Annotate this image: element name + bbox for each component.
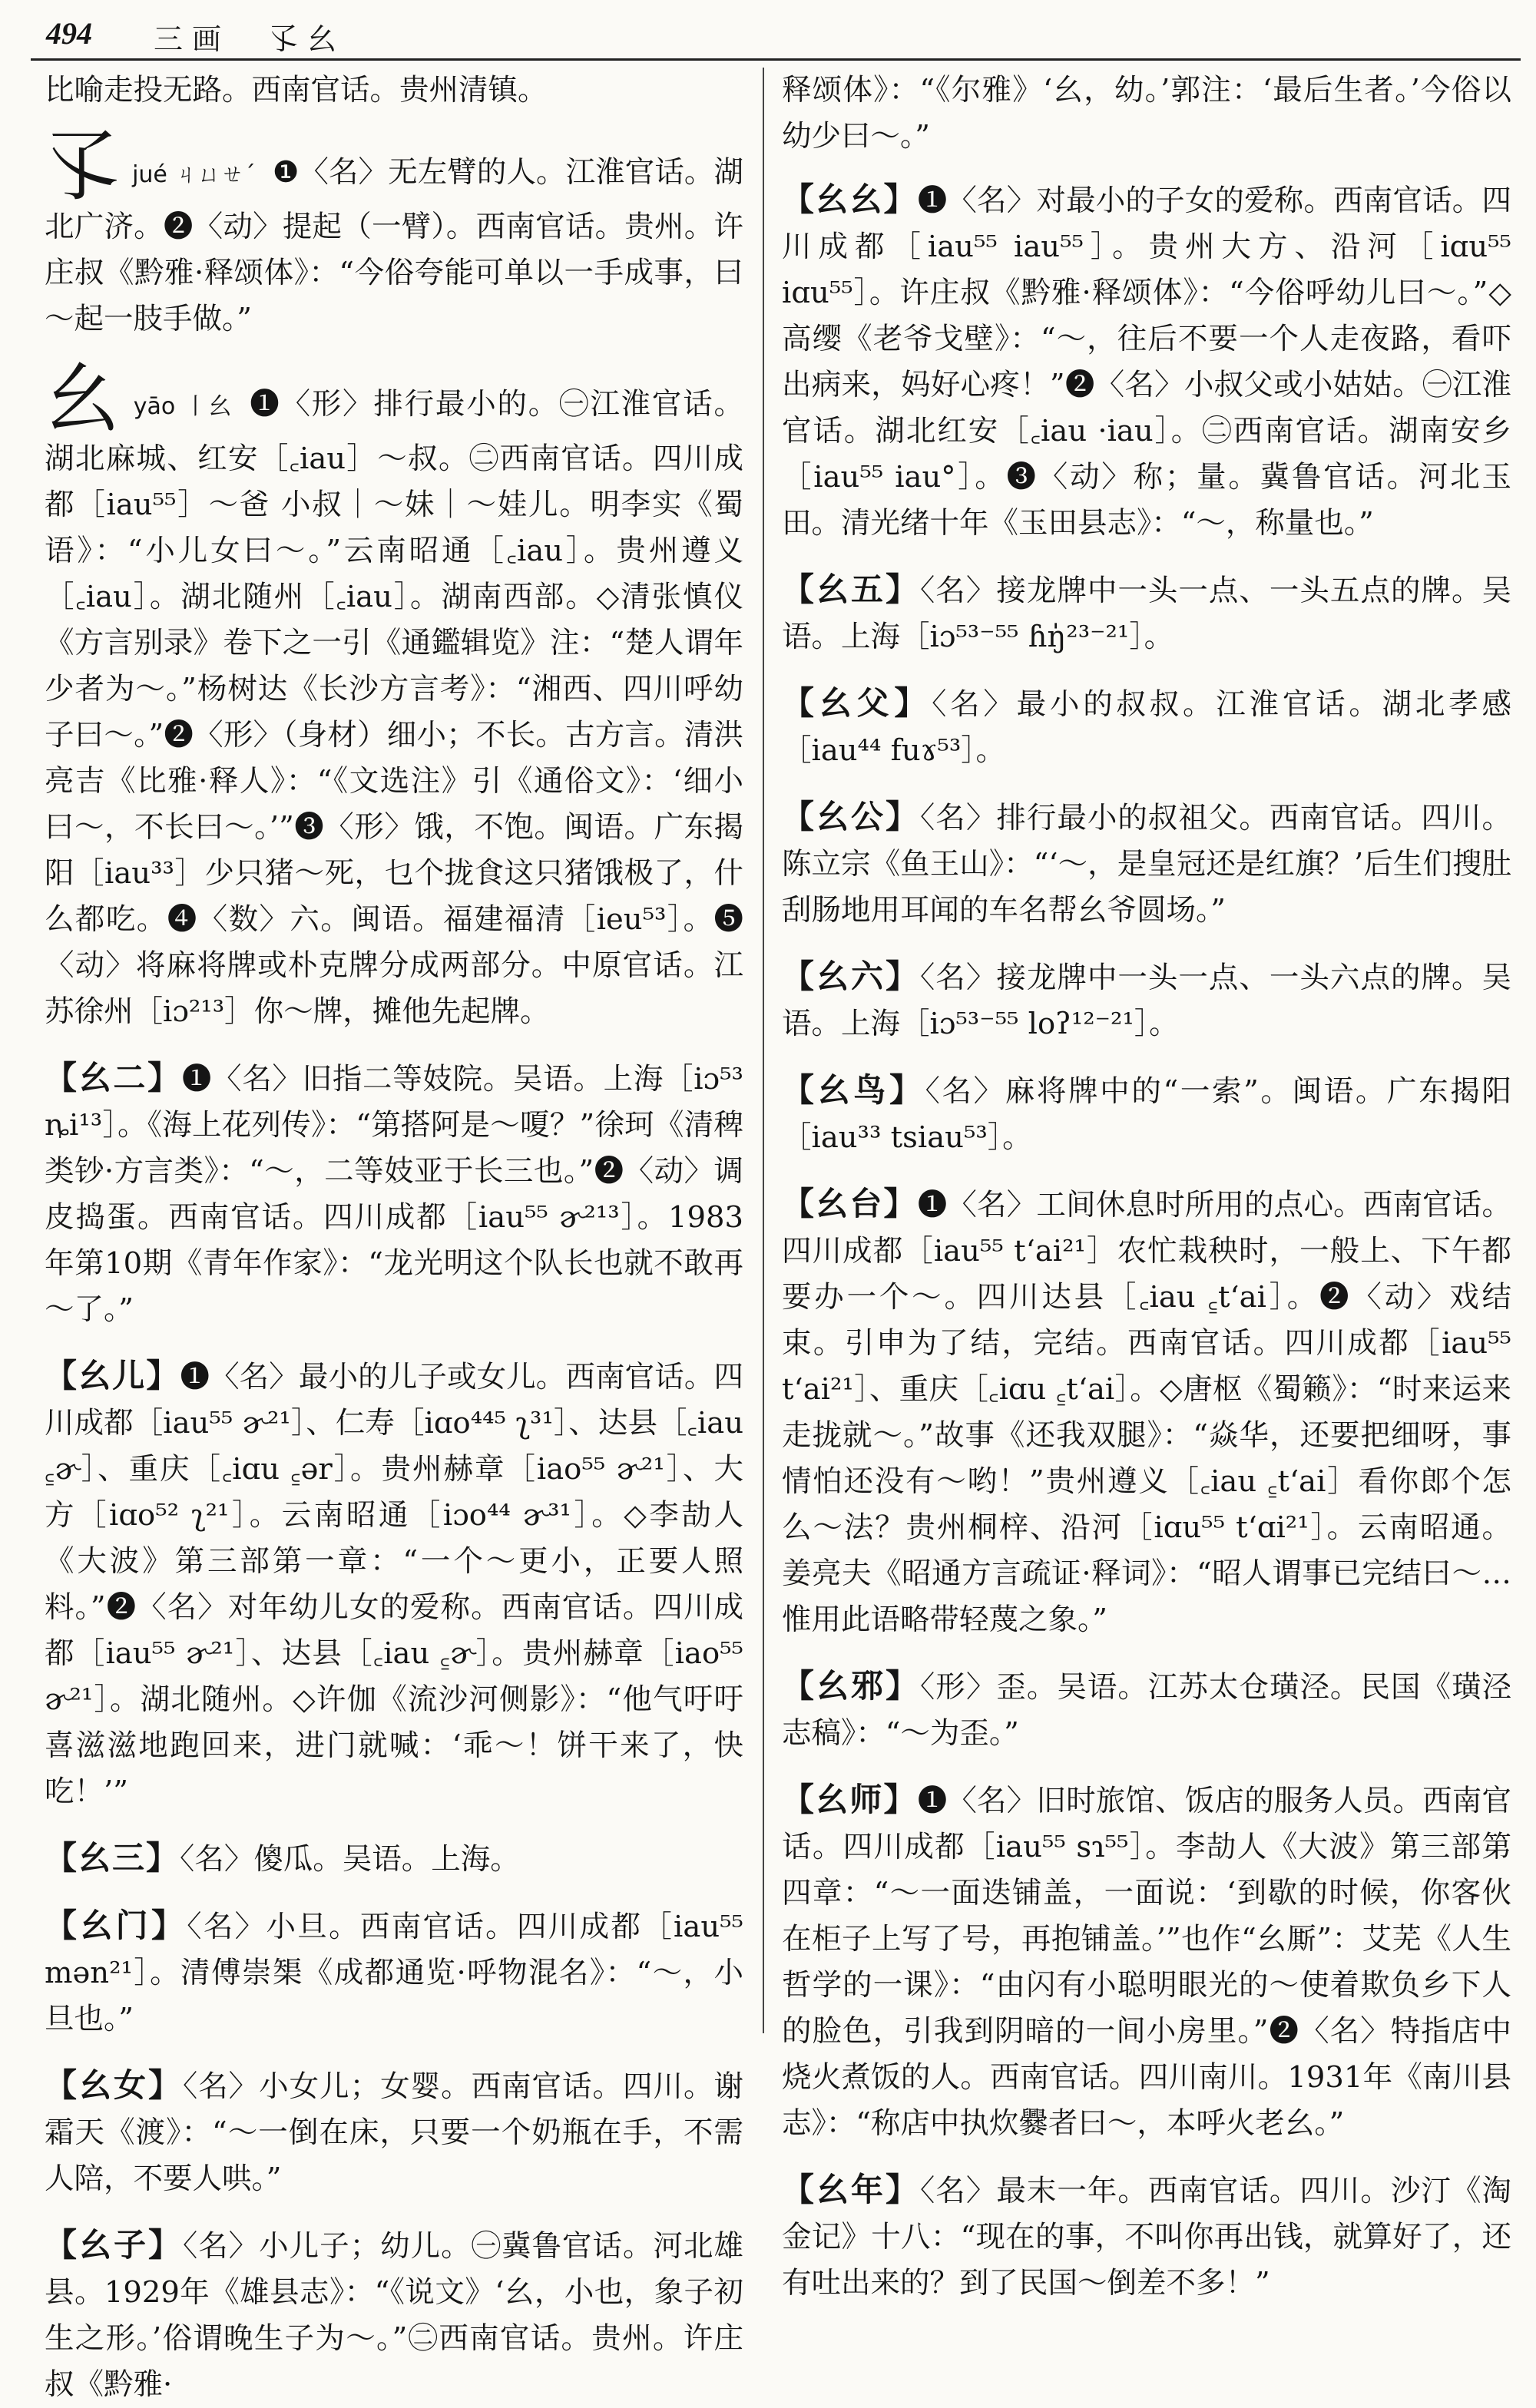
section-heading: 三画 孓幺 bbox=[154, 22, 346, 56]
definition: ❶〈名〉对最小的子女的爱称。西南官话。四川成都［iau⁵⁵ iau⁵⁵］。贵州大方、沿河［iɑu⁵⁵ iɑu⁵⁵］。许庄叔《黔雅·释颂体》：“今俗呼幼儿曰～。”◇高缨《老爷戈壁》：“～，往后不要一个人走夜路，看吓出病来，妈好心疼！”❷〈名〉小叔父或小姑姑。㊀江淮官话。湖北红安［꜀iau ·iau］。㊁西南官话。湖南安乡［iau⁵⁵ iau°］。❸〈动〉称；量。冀鲁官话。河北玉田。清光绪十年《玉田县志》：“～，称量也。” bbox=[782, 184, 1511, 541]
compound-entry bbox=[782, 2167, 1511, 2307]
compound-head: 【幺儿】 bbox=[45, 1357, 180, 1394]
compound-entry bbox=[45, 1055, 743, 1333]
continued-text: 释颂体》：“《尔雅》‘幺，幼。’郭注：‘最后生者。’今俗以幼少曰～。” bbox=[782, 73, 1511, 154]
compound-head: 【幺台】 bbox=[782, 1185, 918, 1222]
column-divider bbox=[763, 68, 764, 2033]
compound-head: 【幺六】 bbox=[782, 958, 921, 995]
compound-entry bbox=[782, 680, 1511, 774]
pronunciation: jué ㄐㄩㄝˊ bbox=[132, 161, 256, 188]
compound-entry bbox=[45, 2062, 743, 2202]
continued-text: 比喻走投无路。西南官话。贵州清镇。 bbox=[45, 73, 548, 108]
definition: ❶〈名〉旧时旅馆、饭店的服务人员。西南官话。四川成都［iau⁵⁵ sɿ⁵⁵］。李劼人《大波》第三部第四章：“～一面迭铺盖，一面说：‘到歇的时候，你客伙在柜子上写了号，再抱铺盖。’”也作“幺厮”：艾芜《人生哲学的一课》：“由闪有小聪明眼光的～使着欺负乡下人的脸色，引我到阴暗的一间小房里。”❷〈名〉特指店中烧火煮饭的人。西南官话。四川南川。1931年《南川县志》：“称店中执炊爨者曰～，本呼火老幺。” bbox=[782, 1784, 1511, 2141]
compound-head: 【幺父】 bbox=[782, 684, 932, 722]
definition: 〈名〉最末一年。西南官话。四川。沙汀《淘金记》十八：“现在的事，不叫你再出钱，就算好了，还有吐出来的？到了民国～倒差不多！” bbox=[782, 2174, 1511, 2300]
compound-entry bbox=[782, 567, 1511, 660]
right-column bbox=[782, 68, 1511, 2300]
definition: ❶〈名〉无左臂的人。江淮官话。湖北广济。❷〈动〉提起（一臂）。西南官话。贵州。许庄叔《黔雅·释颂体》：“今俗夸能可单以一手成事，曰～起一肢手做。” bbox=[45, 155, 743, 336]
compound-head: 【幺三】 bbox=[45, 1839, 180, 1877]
headword-char: 孓 bbox=[45, 124, 121, 211]
definition: 〈名〉小旦。西南官话。四川成都［iau⁵⁵ mən²¹］。清傅崇榘《成都通览·呼物混名》：“～，小旦也。” bbox=[45, 1910, 743, 2036]
definition: ❶〈名〉旧指二等妓院。吴语。上海［iɔ⁵³ ȵi¹³］。《海上花列传》：“第搭阿是～嗄？”徐珂《清稗类钞·方言类》：“～，二等妓亚于长三也。”❷〈动〉调皮捣蛋。西南官话。四川成都［iau⁵⁵ ɚ²¹³］。1983年第10期《青年作家》：“龙光明这个队长也就不敢再～了。” bbox=[45, 1062, 743, 1327]
compound-entry bbox=[45, 1835, 743, 1883]
compound-entry bbox=[782, 1181, 1511, 1643]
compound-head: 【幺公】 bbox=[782, 798, 921, 835]
compound-entry bbox=[45, 2222, 743, 2408]
compound-entry bbox=[782, 794, 1511, 934]
definition: 〈名〉麻将牌中的“一索”。闽语。广东揭阳［iau³³ tsiau⁵³］。 bbox=[782, 1074, 1511, 1155]
compound-head: 【幺五】 bbox=[782, 571, 921, 608]
compound-head: 【幺师】 bbox=[782, 1781, 918, 1818]
page-number: 494 bbox=[46, 16, 92, 51]
compound-entry bbox=[782, 1067, 1511, 1161]
definition: ❶〈名〉最小的儿子或女儿。西南官话。四川成都［iau⁵⁵ ɚ²¹］、仁寿［iɑo⁴⁴⁵ ʅ³¹］、达县［꜀iau ꜁ɚ］、重庆［꜀iɑu ꜁ər］。贵州赫章［iao⁵⁵ ɚ²¹］、大方［iɑo⁵² ʅ²¹］。云南昭通［iɔo⁴⁴ ɚ³¹］。◇李劼人《大波》第三部第一章：“一个～更小，正要人照料。”❷〈名〉对年幼儿女的爱称。西南官话。四川成都［iau⁵⁵ ɚ²¹］、达县［꜀iau ꜁ɚ］。贵州赫章［iao⁵⁵ ɚ²¹］。湖北随州。◇许伽《流沙河侧影》：“他气吁吁喜滋滋地跑回来，进门就喊：‘乖～！饼干来了，快吃！’” bbox=[45, 1360, 743, 1809]
compound-entry bbox=[45, 1353, 743, 1815]
definition: 〈名〉傻瓜。吴语。上海。 bbox=[180, 1842, 520, 1877]
compound-entry bbox=[782, 1777, 1511, 2147]
headword-char: 幺 bbox=[45, 356, 121, 443]
compound-entry bbox=[782, 177, 1511, 547]
compound-entry bbox=[782, 954, 1511, 1047]
compound-head: 【幺二】 bbox=[45, 1059, 182, 1096]
left-column bbox=[45, 68, 743, 2402]
compound-head: 【幺邪】 bbox=[782, 1667, 921, 1705]
compound-head: 【幺幺】 bbox=[782, 180, 918, 218]
compound-entry bbox=[45, 1903, 743, 2043]
compound-head: 【幺年】 bbox=[782, 2171, 921, 2208]
definition: 〈名〉最小的叔叔。江淮官话。湖北孝感［iau⁴⁴ fuɤ⁵³］。 bbox=[782, 687, 1511, 768]
definition: 〈名〉小儿子；幼儿。㊀冀鲁官话。河北雄县。1929年《雄县志》：“《说文》‘幺，小也，象子初生之形。’俗谓晚生子为～。”㊁西南官话。贵州。许庄叔《黔雅· bbox=[45, 2229, 743, 2402]
definition: ❶〈形〉排行最小的。㊀江淮官话。湖北麻城、红安［꜀iau］～叔。㊁西南官话。四川成都［iau⁵⁵］～爸 小叔｜～妹｜～娃儿。明李实《蜀语》：“小儿女曰～。”云南昭通［꜀iau］。贵州遵义［꜀iau］。湖北随州［꜀iau］。湖南西部。◇清张慎仪《方言别录》卷下之一引《通鑑辑览》注：“楚人谓年少者为～。”杨树达《长沙方言考》：“湘西、四川呼幼子曰～。”❷〈形〉（身材）细小；不长。古方言。清洪亮吉《比雅·释人》：“《文选注》引《通俗文》：‘细小曰～，不长曰～。’”❸〈形〉饿，不饱。闽语。广东揭阳［iau³³］少只猪～死，乜个拢食这只猪饿极了，什么都吃。❹〈数〉六。闽语。福建福清［ieu⁵³］。❺〈动〉将麻将牌或朴克牌分成两部分。中原官话。江苏徐州［iɔ²¹³］你～牌，摊他先起牌。 bbox=[45, 387, 743, 1029]
compound-entry bbox=[782, 1663, 1511, 1757]
definition: ❶〈名〉工间休息时所用的点心。西南官话。四川成都［iau⁵⁵ t‘ai²¹］农忙栽秧时，一般上、下午都要办一个～。四川达县［꜀iau ꜁t‘ai］。❷〈动〉戏结束。引申为了结，完结。西南官话。四川成都［iau⁵⁵ t‘ai²¹］、重庆［꜀iɑu ꜁t‘ai］。◇唐枢《蜀籁》：“时来运来走拢就～。”故事《还我双腿》：“焱华，还要把细呀，事情怕还没有～哟！”贵州遵义［꜀iau ꜁t‘ai］看你郎个怎么～法？贵州桐梓、沿河［iɑu⁵⁵ t‘ɑi²¹］。云南昭通。姜亮夫《昭通方言疏证·释词》：“昭人谓事已完结曰～…惟用此语略带轻蔑之象。” bbox=[782, 1188, 1511, 1637]
headword-entry bbox=[45, 124, 743, 342]
pronunciation: yāo 丨幺 bbox=[133, 393, 233, 420]
compound-head: 【幺子】 bbox=[45, 2226, 183, 2264]
definition: 〈名〉小女儿；女婴。西南官话。四川。谢霜天《渡》：“～一倒在床，只要一个奶瓶在手，不需人陪，不要人哄。” bbox=[45, 2069, 743, 2196]
definition: 〈名〉接龙牌中一头一点、一头六点的牌。吴语。上海［iɔ⁵³⁻⁵⁵ loʔ¹²⁻²¹］。 bbox=[782, 961, 1511, 1041]
definition: 〈名〉排行最小的叔祖父。西南官话。四川。陈立宗《鱼王山》：“‘～，是皇冠还是红旗？’后生们搜肚刮肠地用耳闻的车名帮幺爷圆场。” bbox=[782, 801, 1511, 928]
definition: 〈形〉歪。吴语。江苏太仓璜泾。民国《璜泾志稿》：“～为歪。” bbox=[782, 1670, 1511, 1751]
headword-entry bbox=[45, 356, 743, 1035]
compound-head: 【幺女】 bbox=[45, 2066, 183, 2104]
compound-head: 【幺鸟】 bbox=[782, 1071, 925, 1109]
definition: 〈名〉接龙牌中一头一点、一头五点的牌。吴语。上海［iɔ⁵³⁻⁵⁵ ɦŋ̍²³⁻²¹］。 bbox=[782, 574, 1511, 654]
page-header bbox=[31, 8, 1521, 61]
compound-head: 【幺门】 bbox=[45, 1907, 187, 1944]
